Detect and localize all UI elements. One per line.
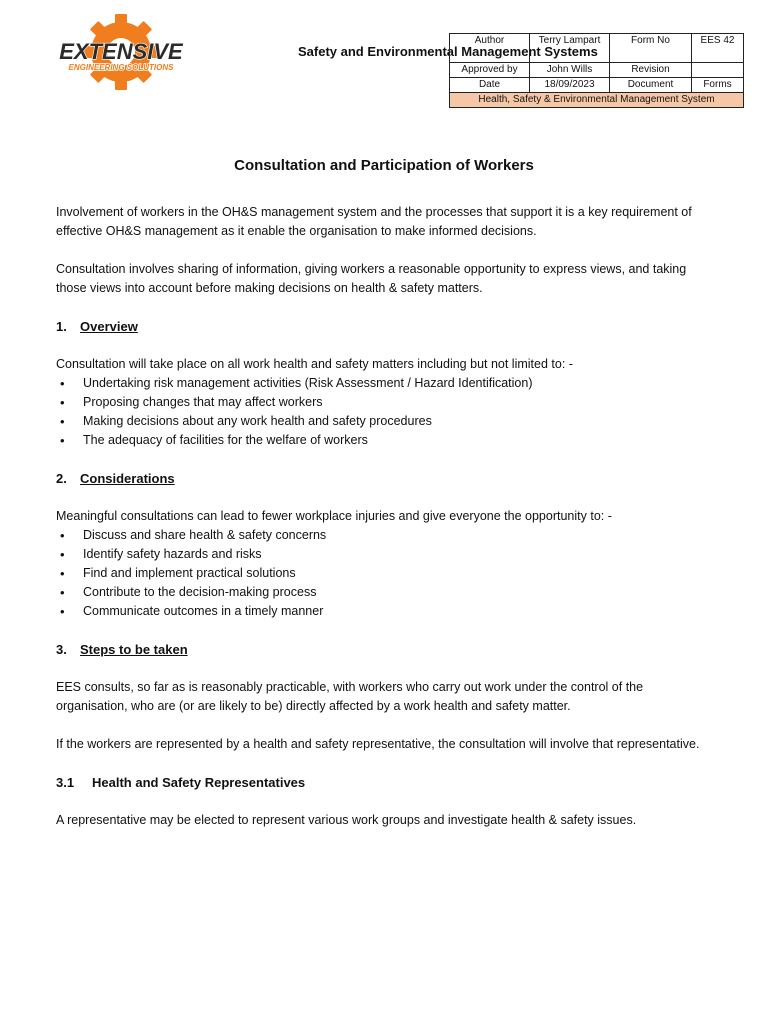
revision-value	[692, 63, 744, 78]
document-title: Consultation and Participation of Workers	[234, 157, 534, 174]
author-label: Author	[450, 34, 530, 63]
date-label: Date	[450, 78, 530, 93]
section-title: Overview	[80, 319, 138, 334]
list-item: • Contribute to the decision-making process	[56, 583, 716, 602]
section-paragraph: A representative may be elected to represent various work groups and investigate health & safety issues.	[56, 813, 637, 827]
list-item: • Find and implement practical solutions	[56, 564, 716, 583]
section-heading-overview	[56, 317, 716, 336]
section-number: 3.	[56, 642, 67, 657]
subsection-number: 3.1	[56, 775, 75, 790]
section-heading-considerations	[56, 469, 716, 488]
list-item: • Proposing changes that may affect workers	[56, 393, 716, 412]
document-label: Document	[610, 78, 692, 93]
section-heading-steps	[56, 640, 716, 659]
bullet-list	[56, 374, 716, 450]
list-item: • Identify safety hazards and risks	[56, 545, 716, 564]
management-system-label: Health, Safety & Environmental Management System	[450, 93, 744, 108]
section-paragraph: If the workers are represented by a health and safety representative, the consultation will involve that representative.	[56, 737, 700, 751]
logo-tagline: ENGINEERING SOLUTIONS	[68, 63, 174, 72]
header-title: Safety and Environmental Management Systems	[298, 44, 598, 59]
subsection-title: Health and Safety Representatives	[92, 775, 306, 790]
list-item: • Discuss and share health & safety concerns	[56, 526, 716, 545]
company-logo	[46, 14, 196, 90]
section-number: 1.	[56, 319, 67, 334]
bullet-list	[56, 526, 716, 621]
list-item: • Communicate outcomes in a timely manner	[56, 602, 716, 621]
revision-label: Revision	[610, 63, 692, 78]
form-no-label: Form No	[610, 34, 692, 63]
list-item: • The adequacy of facilities for the welfare of workers	[56, 431, 716, 450]
document-control-table	[449, 33, 744, 108]
document-value: Forms	[692, 78, 744, 93]
list-item: • Undertaking risk management activities (Risk Assessment / Hazard Identification)	[56, 374, 716, 393]
subsection-heading-representatives	[56, 773, 716, 792]
section-lead: Meaningful consultations can lead to fewer workplace injuries and give everyone the opportunity to: -	[56, 509, 612, 523]
intro-paragraph: Involvement of workers in the OH&S management system and the processes that support it is a key requirement of effective OH&S management as it enable the organisation to make informed decisions.	[56, 205, 692, 238]
section-title: Considerations	[80, 471, 175, 486]
section-title: Steps to be taken	[80, 642, 188, 657]
section-paragraph: EES consults, so far as is reasonably practicable, with workers who carry out work under the control of the organisation, who are (or are likely to be) directly affected by a work health and safety matter.	[56, 680, 644, 713]
document-body	[56, 203, 716, 830]
list-item: • Making decisions about any work health and safety procedures	[56, 412, 716, 431]
section-number: 2.	[56, 471, 67, 486]
section-lead: Consultation will take place on all work health and safety matters including but not limited to: -	[56, 357, 573, 371]
logo-wordmark: EXTENSIVE	[59, 39, 183, 64]
approved-by-value: John Wills	[530, 63, 610, 78]
author-value: Terry Lampart	[530, 34, 610, 63]
form-no-value: EES 42	[692, 34, 744, 63]
intro-paragraph: Consultation involves sharing of information, giving workers a reasonable opportunity to express views, and taking those views into account before making decisions on health & safety matters.	[56, 262, 687, 295]
approved-by-label: Approved by	[450, 63, 530, 78]
date-value: 18/09/2023	[530, 78, 610, 93]
